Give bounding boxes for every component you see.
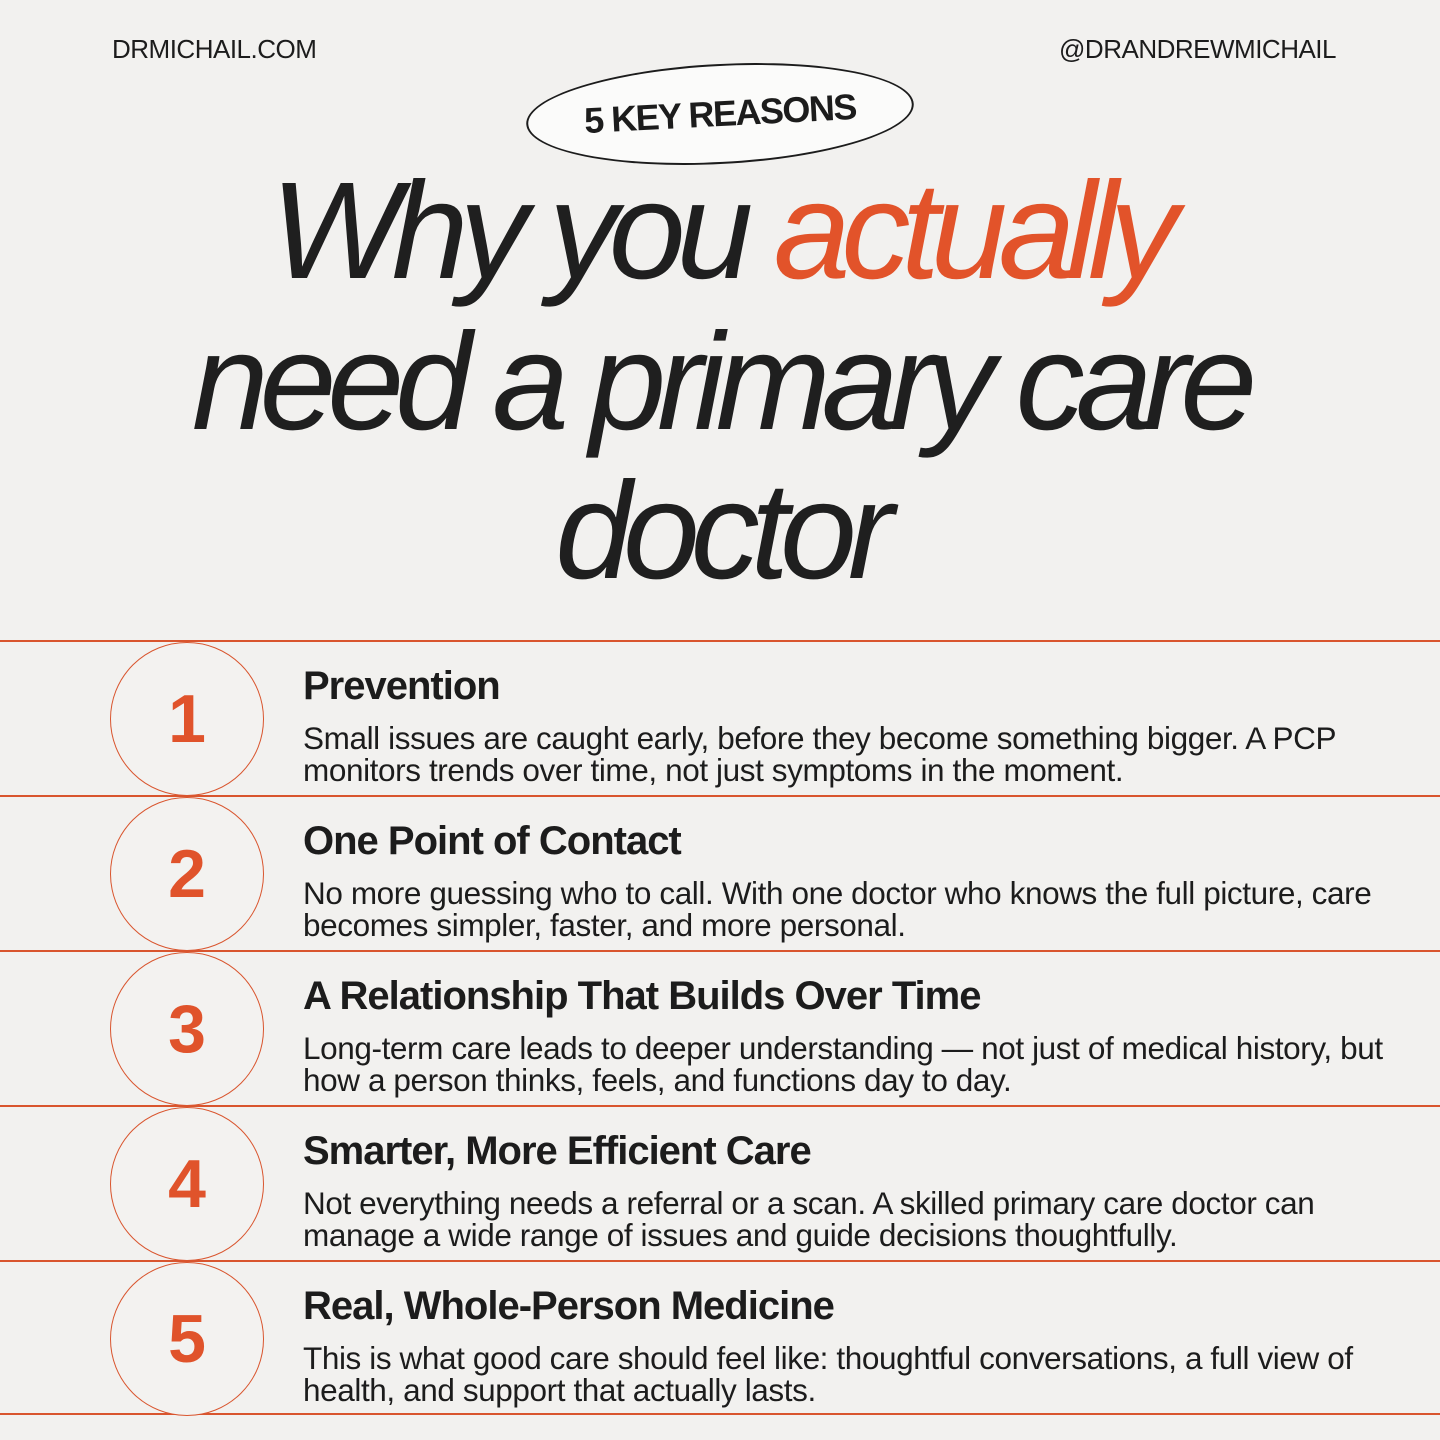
- reason-item: [0, 950, 1440, 1105]
- reason-item: [0, 1105, 1440, 1260]
- reason-body: Small issues are caught early, before they become something bigger. A PCP monitors trends over time, not just symptoms in the moment.: [303, 720, 1336, 788]
- reason-title: Prevention: [303, 664, 500, 708]
- reason-number: 3: [168, 991, 206, 1067]
- reason-number-circle: [110, 1107, 264, 1261]
- reason-number: 2: [168, 836, 206, 912]
- website-link[interactable]: DRMICHAIL.COM: [112, 34, 317, 64]
- reason-item: [0, 795, 1440, 950]
- headline-line-1: [0, 154, 1440, 308]
- reason-number: 5: [168, 1301, 206, 1377]
- headline-text: Why you: [270, 154, 774, 308]
- reason-body: No more guessing who to call. With one doctor who knows the full picture, care becomes simpler, faster, and more personal.: [303, 875, 1372, 943]
- reason-item: [0, 640, 1440, 795]
- reason-title: One Point of Contact: [303, 819, 681, 863]
- reason-body: This is what good care should feel like: thoughtful conversations, a full view of health, and support that actually lasts.: [303, 1340, 1353, 1408]
- headline-line-3: doctor: [555, 454, 885, 608]
- reason-number: 1: [168, 681, 206, 757]
- badge-label: 5 KEY REASONS: [583, 85, 857, 142]
- reason-item: [0, 1260, 1440, 1415]
- reason-number-circle: [110, 797, 264, 951]
- reason-number-circle: [110, 952, 264, 1106]
- reason-number-circle: [110, 642, 264, 796]
- reason-number-circle: [110, 1262, 264, 1416]
- headline-accent: actually: [773, 154, 1170, 308]
- reason-body: Not everything needs a referral or a scan. A skilled primary care doctor can manage a wide range of issues and guide decisions thoughtfully.: [303, 1185, 1315, 1253]
- reason-title: Smarter, More Efficient Care: [303, 1129, 811, 1173]
- social-handle[interactable]: @DRANDREWMICHAIL: [1059, 34, 1336, 64]
- reason-number: 4: [168, 1146, 206, 1222]
- reason-body: Long-term care leads to deeper understanding — not just of medical history, but how a person thinks, feels, and functions day to day.: [303, 1030, 1383, 1098]
- reason-title: Real, Whole-Person Medicine: [303, 1284, 834, 1328]
- headline-line-2: need a primary care: [191, 305, 1249, 459]
- reason-title: A Relationship That Builds Over Time: [303, 974, 981, 1018]
